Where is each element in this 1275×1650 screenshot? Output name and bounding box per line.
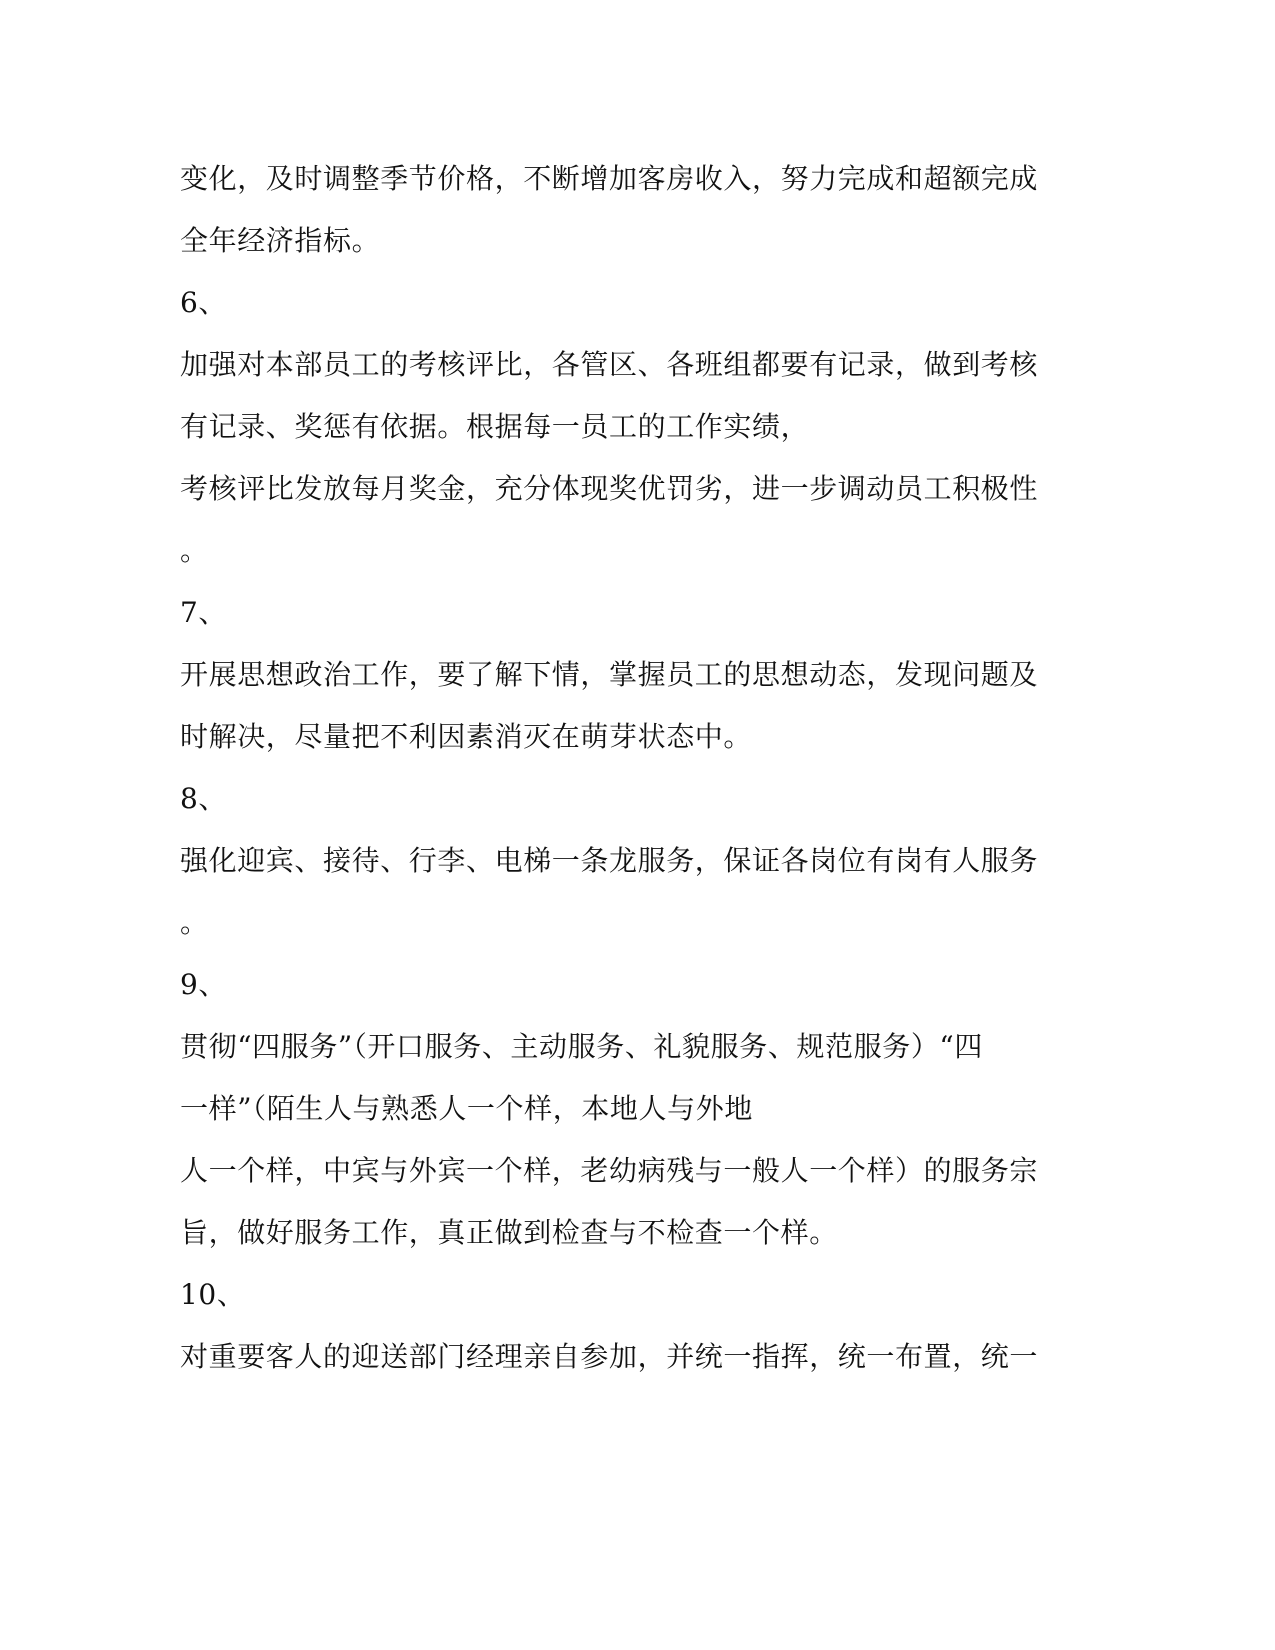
paragraph-line: 。 <box>180 534 209 567</box>
paragraph-line: 旨，做好服务工作，真正做到检查与不检查一个样。 <box>180 1216 838 1249</box>
item-number: 10、 <box>180 1278 246 1311</box>
paragraph-line: 对重要客人的迎送部门经理亲自参加，并统一指挥，统一布置，统一 <box>180 1340 1039 1373</box>
item-number: 8、 <box>180 782 228 815</box>
paragraph-line: 人一个样，中宾与外宾一个样，老幼病残与一般人一个样）的服务宗 <box>180 1154 1039 1187</box>
paragraph-line: 一样”（陌生人与熟悉人一个样，本地人与外地 <box>180 1092 753 1125</box>
paragraph-line: 时解决，尽量把不利因素消灭在萌芽状态中。 <box>180 720 753 753</box>
document-body <box>180 155 1039 1395</box>
paragraph-line: 考核评比发放每月奖金，充分体现奖优罚劣，进一步调动员工积极性 <box>180 472 1039 505</box>
paragraph-line: 变化，及时调整季节价格，不断增加客房收入，努力完成和超额完成 <box>180 162 1039 195</box>
paragraph-line: 开展思想政治工作，要了解下情，掌握员工的思想动态，发现问题及 <box>180 658 1039 691</box>
paragraph-line: 全年经济指标。 <box>180 224 381 257</box>
paragraph-line: 强化迎宾、接待、行李、电梯一条龙服务，保证各岗位有岗有人服务 <box>180 844 1039 877</box>
paragraph-line: 。 <box>180 906 209 939</box>
item-number: 9、 <box>180 968 228 1001</box>
item-number: 7、 <box>180 596 228 629</box>
item-number: 6、 <box>180 286 228 319</box>
paragraph-line: 有记录、奖惩有依据。根据每一员工的工作实绩， <box>180 410 810 443</box>
paragraph-line: 加强对本部员工的考核评比，各管区、各班组都要有记录，做到考核 <box>180 348 1039 381</box>
paragraph-line: 贯彻“四服务”（开口服务、主动服务、礼貌服务、规范服务）“四 <box>180 1030 983 1063</box>
